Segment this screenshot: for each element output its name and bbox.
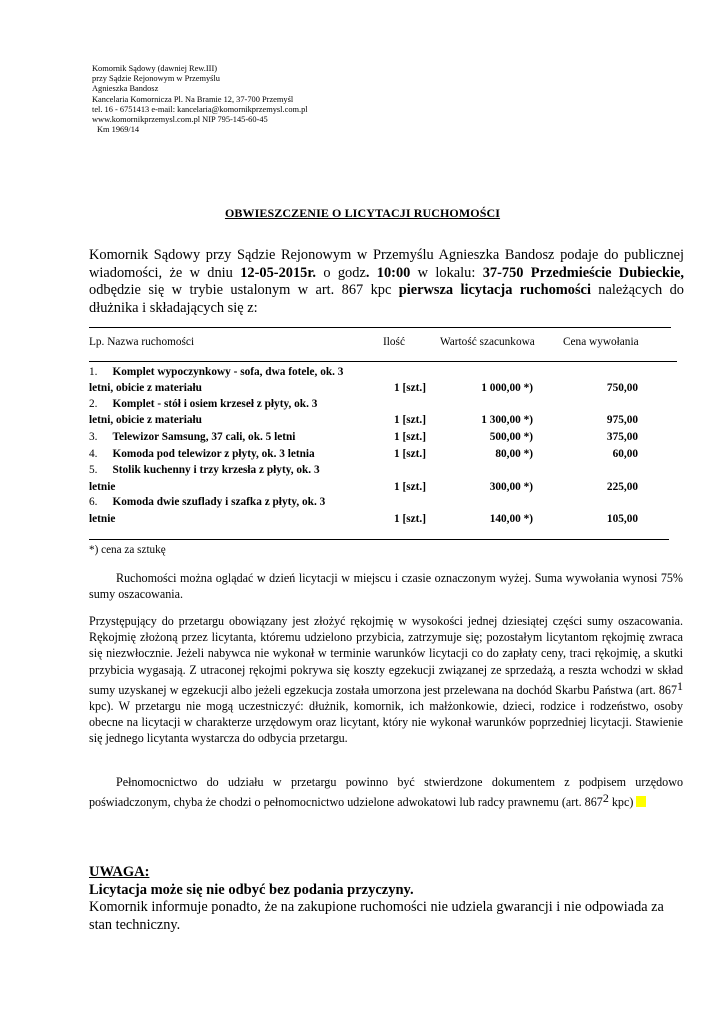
- table-row: [89, 464, 320, 476]
- row-name-continued: letnie: [89, 481, 116, 493]
- table-row: [89, 496, 325, 508]
- row-name-continued: letnie: [89, 513, 116, 525]
- row-quantity: 1 [szt.]: [394, 448, 426, 460]
- row-estimate: 140,00 *): [489, 513, 533, 525]
- row-quantity: 1 [szt.]: [394, 414, 426, 426]
- intro-paragraph: [89, 247, 684, 317]
- table-row: [89, 431, 295, 443]
- row-lp: 2.: [89, 398, 98, 410]
- bailiff-letterhead: [92, 64, 308, 135]
- row-estimate: 80,00 *): [495, 448, 533, 460]
- letterhead-line: tel. 16 - 6751413 e-mail: kancelaria@komornikprzemysl.com.pl: [92, 104, 308, 114]
- row-call-price: 375,00: [606, 431, 638, 443]
- row-name: Komoda dwie szuflady i szafka z płyty, ok. 3: [112, 496, 326, 508]
- superscript: 1: [677, 678, 683, 693]
- row-name: Komplet wypoczynkowy - sofa, dwa fotele, ok. 3: [112, 366, 344, 378]
- closing-paragraph: Komornik informuje ponadto, że na zakupione ruchomości nie udziela gwarancji i nie odpowiada za stan techniczny.: [89, 899, 664, 933]
- viewing-text: Ruchomości można oglądać w dzień licytacji w miejscu i czasie oznaczonym wyżej. Suma wywołania wynosi 75% sumy oszacowania.: [89, 571, 683, 602]
- auction-place: 37-750 Przedmieście Dubieckie,: [482, 264, 684, 281]
- row-estimate: 1 300,00 *): [481, 414, 533, 426]
- row-estimate: 300,00 *): [489, 481, 533, 493]
- row-quantity: 1 [szt.]: [394, 382, 426, 394]
- row-quantity: 1 [szt.]: [394, 431, 426, 443]
- row-name: Komplet - stół i osiem krzeseł z płyty, ok. 3: [112, 398, 318, 410]
- auction-time: . 10:00: [365, 264, 411, 281]
- notice-line: Licytacja może się nie odbyć bez podania przyczyny.: [89, 882, 414, 898]
- row-lp: 3.: [89, 431, 98, 443]
- letterhead-line: www.komornikprzemysl.com.pl NIP 795-145-60-45: [92, 115, 268, 125]
- deposit-text: Przystępujący do przetargu obowiązany jest złożyć rękojmię w wysokości jednej dziesiątej części sumy oszacowania. Rękojmię złożoną przez licytanta, któremu udzielono przybicia, zatrzymuje się; pozostałym licytantom rękojmię zwraca się niezwłocznie. Jeżeli nabywca nie wykonał w terminie warunków licytacji co do zapłaty ceny, traci rękojmię, a skutki przybicia wygasają. Z utraconej rękojmi pokrywa się koszty egzekucji związanej ze sprzedażą, a reszta wchodzi w skład sumy uzyskanej w egzekucji albo jeżeli egzekucja została umorzona jest przelewana na dochód Skarbu Państwa (art. 867: [89, 614, 683, 697]
- header-estimate: Wartość szacunkowa: [440, 336, 535, 348]
- row-call-price: 225,00: [606, 481, 638, 493]
- row-name-continued: letni, obicie z materiału: [89, 382, 202, 394]
- row-quantity: 1 [szt.]: [394, 481, 426, 493]
- row-name-continued: letni, obicie z materiału: [89, 414, 202, 426]
- table-row: [89, 448, 315, 460]
- row-lp: 1.: [89, 366, 98, 378]
- row-estimate: 1 000,00 *): [481, 382, 533, 394]
- superscript: 2: [602, 791, 609, 806]
- row-lp: 6.: [89, 496, 98, 508]
- auction-type: pierwsza licytacja ruchomości: [398, 282, 591, 298]
- row-call-price: 975,00: [606, 414, 638, 426]
- letterhead-line: Agnieszka Bandosz: [92, 84, 159, 94]
- letterhead-line: przy Sądzie Rejonowym w Przemyślu: [92, 74, 220, 84]
- intro-text: odbędzie się w trybie ustalonym w art. 867 kpc: [89, 282, 399, 298]
- table-row: [89, 366, 343, 378]
- row-name: Telewizor Samsung, 37 cali, ok. 5 letni: [112, 431, 296, 443]
- row-name: Stolik kuchenny i trzy krzesła z płyty, ok. 3: [112, 464, 320, 476]
- auction-date: 12-05-2015r.: [240, 264, 317, 281]
- table-header-rule: [89, 361, 677, 362]
- row-call-price: 60,00: [612, 448, 638, 460]
- table-row: [89, 398, 317, 410]
- deposit-paragraph: [89, 613, 683, 747]
- footnote: *) cena za sztukę: [89, 544, 166, 556]
- row-estimate: 500,00 *): [489, 431, 533, 443]
- proxy-paragraph: [89, 774, 683, 810]
- header-quantity: Ilość: [383, 336, 405, 348]
- intro-text: o godz: [316, 264, 366, 281]
- case-number: Km 1969/14: [97, 125, 140, 135]
- intro-text: w lokalu:: [410, 264, 483, 281]
- yellow-highlight-mark: [636, 796, 646, 807]
- row-call-price: 750,00: [606, 382, 638, 394]
- proxy-text: Pełnomocnictwo do udziału w przetargu powinno być stwierdzone dokumentem z podpisem urzędowo poświadczonym, chyba że chodzi o pełnomocnictwo udzielone adwokatowi lub radcy prawnemu (art. 867: [89, 775, 683, 810]
- row-quantity: 1 [szt.]: [394, 513, 426, 525]
- table-bottom-rule: [89, 539, 669, 540]
- header-lp-name: Lp. Nazwa ruchomości: [89, 336, 195, 348]
- notice-heading: UWAGA:: [89, 864, 150, 880]
- header-call-price: Cena wywołania: [563, 336, 639, 348]
- document-title: OBWIESZCZENIE O LICYTACJI RUCHOMOŚCI: [224, 206, 501, 220]
- table-top-rule: [89, 327, 671, 328]
- letterhead-line: Komornik Sądowy (dawniej Rew.III): [92, 64, 218, 73]
- row-call-price: 105,00: [606, 513, 638, 525]
- deposit-text: kpc). W przetargu nie mogą uczestniczyć: dłużnik, komornik, ich małżonkowie, dzieci, rodzice i rodzeństwo, osoby obecne na licytacji w charakterze urzędowym oraz licytant, który nie wykonał warunków poprzedniej licytacji. Stawienie się jednego licytanta wystarcza do odbycia przetargu.: [89, 699, 683, 746]
- proxy-text: kpc): [608, 795, 634, 810]
- intro-text: Komornik Sądowy przy Sądzie Rejonowym w Przemyślu Agnieszka Bandosz podaje do publicznej wiadomości, że w dniu: [89, 247, 684, 281]
- intro-text: należących do dłużnika i składających się z:: [89, 282, 684, 316]
- letterhead-line: Kancelaria Komornicza Pl. Na Bramie 12, 37-700 Przemyśl: [92, 94, 294, 104]
- row-lp: 4.: [89, 448, 98, 460]
- row-lp: 5.: [89, 464, 98, 476]
- row-name: Komoda pod telewizor z płyty, ok. 3 letnia: [112, 448, 315, 460]
- viewing-paragraph: [89, 570, 683, 602]
